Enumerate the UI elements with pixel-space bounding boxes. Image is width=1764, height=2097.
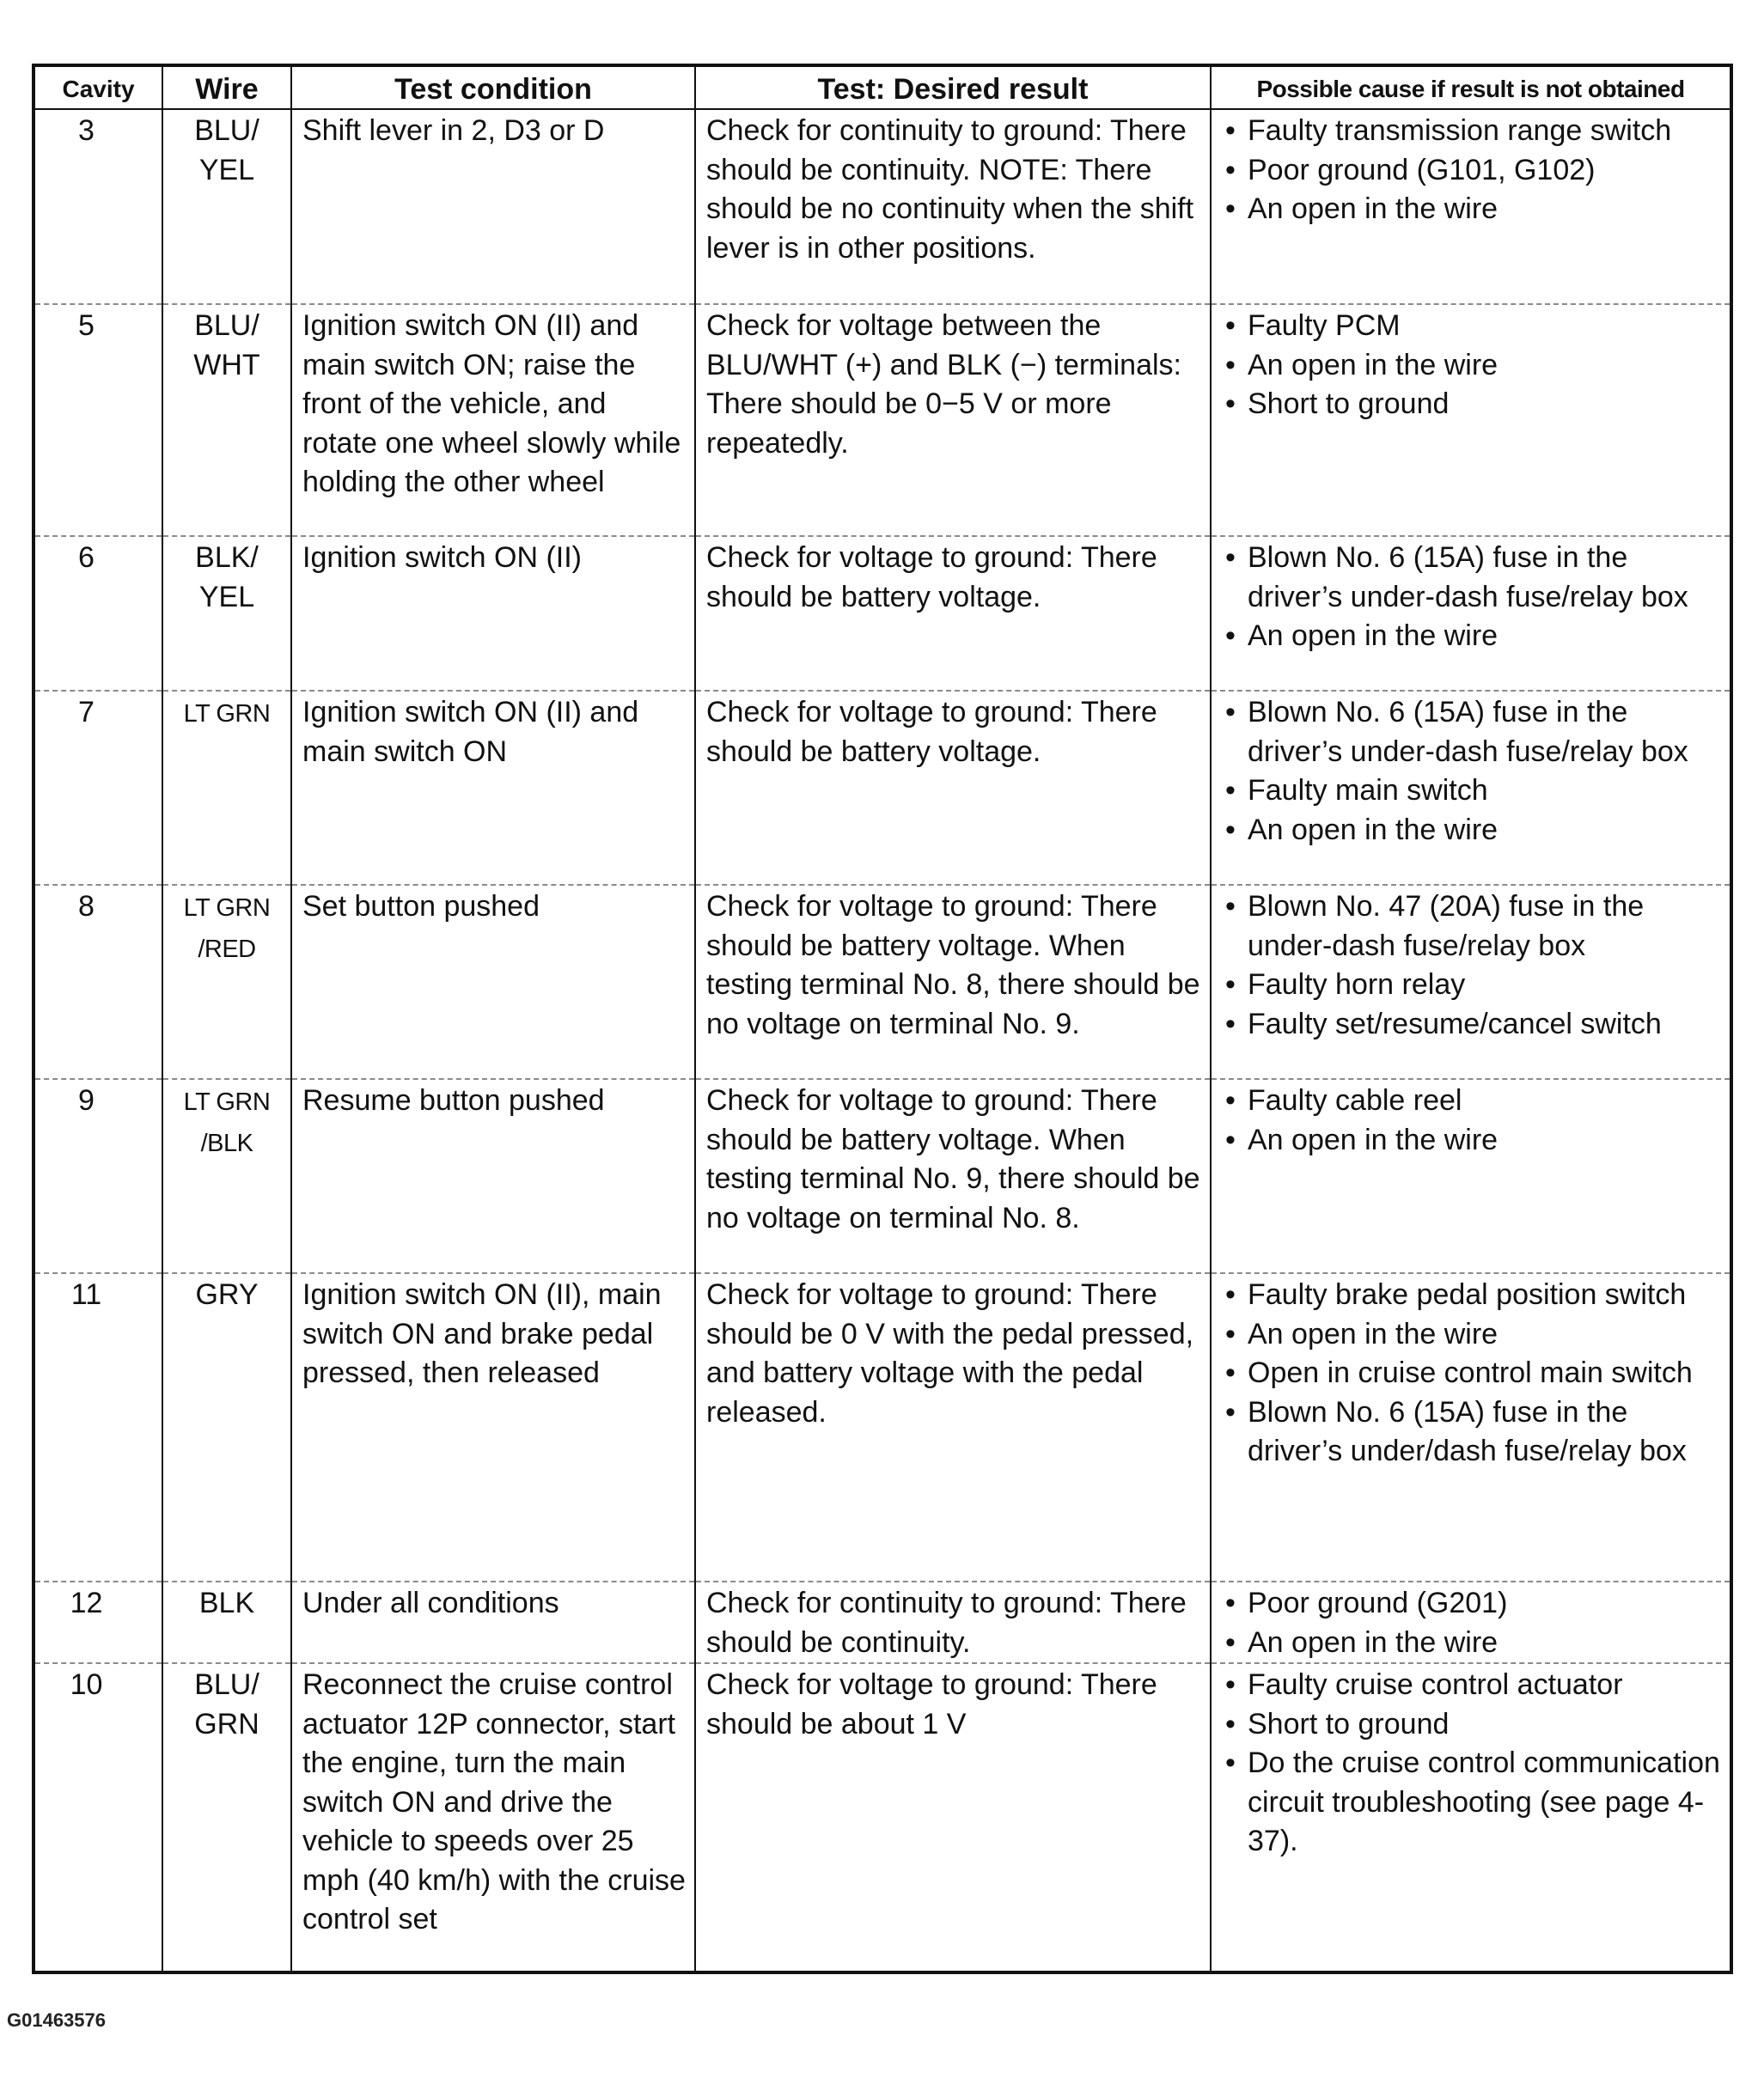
cause-item: • An open in the wire [1222, 617, 1721, 656]
desired-result-cell [695, 1079, 1211, 1273]
test-condition-text: Under all conditions [302, 1587, 559, 1619]
cause-list [1222, 1082, 1721, 1160]
cause-item: • Faulty set/resume/cancel switch [1222, 1005, 1721, 1045]
desired-result-text: Check for continuity to ground: There should be continuity. NOTE: There should be no continuity when the shift lever is in other positions. [706, 114, 1194, 265]
wire-cell [162, 885, 291, 1079]
cause-item: • Faulty horn relay [1222, 966, 1721, 1005]
wire-cell [162, 1273, 291, 1582]
desired-result-text: Check for voltage to ground: There should be about 1 V [706, 1668, 1157, 1740]
cavity-cell: 7 [34, 691, 162, 885]
test-condition-cell [291, 304, 695, 536]
wire-color-line-1: LT GRN [183, 1088, 271, 1116]
table-row [34, 885, 1731, 1079]
desired-result-text: Check for voltage to ground: There should be 0 V with the pedal pressed, and battery voltage with the pedal released. [706, 1278, 1194, 1429]
wire-color-line-2: GRN [194, 1707, 259, 1740]
cause-list [1222, 1584, 1721, 1662]
troubleshooting-table [32, 64, 1733, 1974]
desired-result-text: Check for voltage to ground: There should be battery voltage. [706, 696, 1157, 768]
cavity-cell: 8 [34, 885, 162, 1079]
cause-item: • Faulty cable reel [1222, 1082, 1721, 1121]
desired-result-cell [695, 1663, 1211, 1972]
cause-list [1222, 1276, 1721, 1472]
wire-color-line-1: BLU/ [194, 309, 259, 342]
desired-result-cell [695, 109, 1211, 304]
cause-list [1222, 539, 1721, 656]
cause-list [1222, 887, 1721, 1044]
test-condition-text: Shift lever in 2, D3 or D [302, 114, 605, 147]
wire-color-line-1: GRY [195, 1278, 259, 1311]
cause-item: • Blown No. 6 (15A) fuse in the driver’s under-dash fuse/relay box [1222, 693, 1721, 771]
cause-item: • Blown No. 6 (15A) fuse in the driver’s under/dash fuse/relay box [1222, 1393, 1721, 1472]
desired-result-cell [695, 304, 1211, 536]
wire-cell [162, 1079, 291, 1273]
possible-cause-cell [1211, 536, 1731, 691]
test-condition-text: Ignition switch ON (II) [302, 541, 582, 574]
wire-cell [162, 109, 291, 304]
cause-item: • An open in the wire [1222, 1624, 1721, 1663]
wire-color-line-1: LT GRN [183, 700, 271, 728]
figure-id: G01463576 [7, 2009, 106, 2031]
table-row [34, 304, 1731, 536]
cavity-cell: 3 [34, 109, 162, 304]
wire-color-line-2: /RED [198, 935, 256, 963]
desired-result-cell [695, 691, 1211, 885]
table-row [34, 536, 1731, 691]
desired-result-cell [695, 1273, 1211, 1582]
cavity-cell: 6 [34, 536, 162, 691]
header-row [34, 65, 1731, 109]
cause-item: • Blown No. 47 (20A) fuse in the under-dash fuse/relay box [1222, 887, 1721, 966]
header-cavity: Cavity [34, 65, 162, 109]
possible-cause-cell [1211, 885, 1731, 1079]
test-condition-text: Set button pushed [302, 890, 540, 923]
cause-item: • Poor ground (G101, G102) [1222, 151, 1721, 191]
desired-result-text: Check for voltage to ground: There should be battery voltage. [706, 541, 1157, 613]
wire-color-line-1: BLU/ [194, 114, 259, 147]
test-condition-cell [291, 1079, 695, 1273]
table-row [34, 1663, 1731, 1972]
cause-list [1222, 112, 1721, 229]
header-possible-cause: Possible cause if result is not obtained [1211, 65, 1731, 109]
wire-color-line-1: LT GRN [183, 894, 271, 922]
test-condition-text: Reconnect the cruise control actuator 12P connector, start the engine, turn the main switch ON and drive the vehicle to speeds over 25 mph (40 km/h) with the cruise control set [302, 1668, 686, 1935]
cause-item: • Faulty PCM [1222, 307, 1721, 346]
cavity-cell: 5 [34, 304, 162, 536]
wire-color-line-1: BLU/ [194, 1668, 259, 1701]
test-condition-cell [291, 1582, 695, 1663]
cause-item: • Short to ground [1222, 1705, 1721, 1745]
cause-item: • Faulty transmission range switch [1222, 112, 1721, 151]
cause-item: • Poor ground (G201) [1222, 1584, 1721, 1624]
wire-color-line-2: WHT [193, 348, 260, 381]
test-condition-cell [291, 1273, 695, 1582]
table-row [34, 691, 1731, 885]
possible-cause-cell [1211, 1663, 1731, 1972]
wire-color-line-2: YEL [198, 153, 255, 186]
possible-cause-cell [1211, 304, 1731, 536]
table-row [34, 1079, 1731, 1273]
cavity-cell: 10 [34, 1663, 162, 1972]
cause-item: • Blown No. 6 (15A) fuse in the driver’s under-dash fuse/relay box [1222, 539, 1721, 617]
wire-color-line-2: YEL [198, 580, 255, 613]
possible-cause-cell [1211, 691, 1731, 885]
cause-item: • Open in cruise control main switch [1222, 1354, 1721, 1393]
cause-item: • Do the cruise control communication circuit troubleshooting (see page 4-37). [1222, 1744, 1721, 1862]
test-condition-cell [291, 1663, 695, 1972]
wire-cell [162, 304, 291, 536]
possible-cause-cell [1211, 1079, 1731, 1273]
desired-result-cell [695, 1582, 1211, 1663]
cause-list [1222, 307, 1721, 424]
wire-cell [162, 691, 291, 885]
cause-item: • An open in the wire [1222, 1315, 1721, 1355]
wire-cell [162, 536, 291, 691]
possible-cause-cell [1211, 109, 1731, 304]
desired-result-cell [695, 885, 1211, 1079]
test-condition-cell [291, 109, 695, 304]
test-condition-text: Ignition switch ON (II) and main switch ON; raise the front of the vehicle, and rotate one wheel slowly while holding the other wheel [302, 309, 681, 498]
wire-cell [162, 1663, 291, 1972]
desired-result-text: Check for voltage to ground: There should be battery voltage. When testing terminal No. 8, there should be no voltage on terminal No. 9. [706, 890, 1200, 1040]
test-condition-cell [291, 536, 695, 691]
test-condition-text: Resume button pushed [302, 1084, 605, 1117]
cause-item: • An open in the wire [1222, 1121, 1721, 1161]
cause-item: • Faulty brake pedal position switch [1222, 1276, 1721, 1315]
desired-result-text: Check for voltage between the BLU/WHT (+) and BLK (−) terminals: There should be 0−5 V or more repeatedly. [706, 309, 1181, 460]
header-test-condition: Test condition [291, 65, 695, 109]
cause-list [1222, 1666, 1721, 1862]
possible-cause-cell [1211, 1582, 1731, 1663]
cause-item: • An open in the wire [1222, 346, 1721, 386]
desired-result-text: Check for continuity to ground: There should be continuity. [706, 1587, 1187, 1659]
cause-item: • An open in the wire [1222, 190, 1721, 229]
desired-result-text: Check for voltage to ground: There should be battery voltage. When testing terminal No. 9, there should be no voltage on terminal No. 8. [706, 1084, 1200, 1234]
test-condition-cell [291, 691, 695, 885]
cause-item: • Faulty main switch [1222, 771, 1721, 811]
cause-item: • An open in the wire [1222, 811, 1721, 850]
test-condition-cell [291, 885, 695, 1079]
wire-color-line-1: BLK [198, 1587, 255, 1619]
wire-color-line-1: BLK/ [195, 541, 259, 574]
cavity-cell: 11 [34, 1273, 162, 1582]
test-condition-text: Ignition switch ON (II) and main switch ON [302, 696, 639, 768]
cause-item: • Faulty cruise control actuator [1222, 1666, 1721, 1705]
header-desired-result: Test: Desired result [695, 65, 1211, 109]
wire-cell [162, 1582, 291, 1663]
table-row [34, 1273, 1731, 1582]
wire-color-line-2: /BLK [200, 1129, 253, 1157]
header-wire: Wire [162, 65, 291, 109]
cause-item: • Short to ground [1222, 385, 1721, 424]
cause-list [1222, 693, 1721, 850]
cavity-cell: 12 [34, 1582, 162, 1663]
desired-result-cell [695, 536, 1211, 691]
test-condition-text: Ignition switch ON (II), main switch ON and brake pedal pressed, then released [302, 1278, 662, 1389]
table-row [34, 1582, 1731, 1663]
table-row [34, 109, 1731, 304]
possible-cause-cell [1211, 1273, 1731, 1582]
cavity-cell: 9 [34, 1079, 162, 1273]
